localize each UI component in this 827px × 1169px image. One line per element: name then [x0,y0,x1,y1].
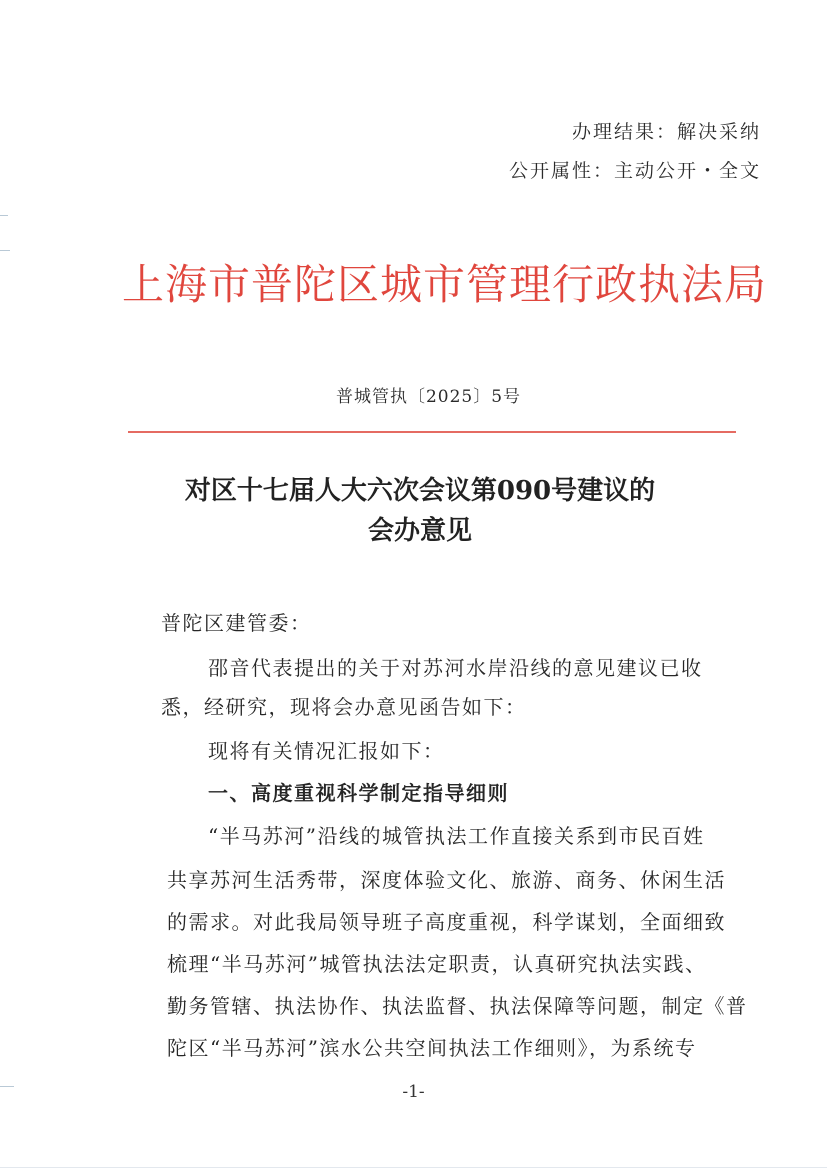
paragraph-3-line-3: 的需求。对此我局领导班子高度重视，科学谋划，全面细致 [167,910,726,934]
paragraph-3-line-1: “半马苏河”沿线的城管执法工作直接关系到市民百姓 [208,824,705,848]
document-title-line-1: 对区十七届人大六次会议第090号建议的 [184,476,656,506]
paragraph-3-line-2: 共享苏河生活秀带，深度体验文化、旅游、商务、休闲生活 [167,868,726,892]
page-number: -1- [402,1082,425,1102]
red-divider-line [128,431,736,433]
paragraph-3-line-4: 梳理“半马苏河”城管执法法定职责，认真研究执法实践、 [167,952,707,976]
document-title-line-2: 会办意见 [367,516,472,546]
addressee: 普陀区建管委： [161,611,312,635]
paragraph-3-line-6: 陀区“半马苏河”滨水公共空间执法工作细则》，为系统专 [167,1036,697,1060]
disclosure-attribute: 公开属性：主动公开・全文 [508,160,761,182]
paragraph-1-line-1: 邵音代表提出的关于对苏河水岸沿线的意见建议已收 [208,656,703,680]
section-1-heading: 一、高度重视科学制定指导细则 [208,781,509,805]
scan-mark [0,1167,827,1168]
paragraph-3-line-5: 勤务管辖、执法协作、执法监督、执法保障等问题，制定《普 [167,994,748,1018]
agency-name: 上海市普陀区城市管理行政执法局 [122,260,768,309]
paragraph-2: 现将有关情况汇报如下： [208,739,445,763]
paragraph-1-line-2: 悉，经研究，现将会办意见函告如下： [161,695,527,719]
scan-mark [0,215,8,216]
scan-mark [0,250,10,251]
scan-mark [0,1086,14,1087]
document-number: 普城管执〔2025〕5号 [335,387,522,407]
handling-result: 办理结果：解决采纳 [571,121,761,143]
